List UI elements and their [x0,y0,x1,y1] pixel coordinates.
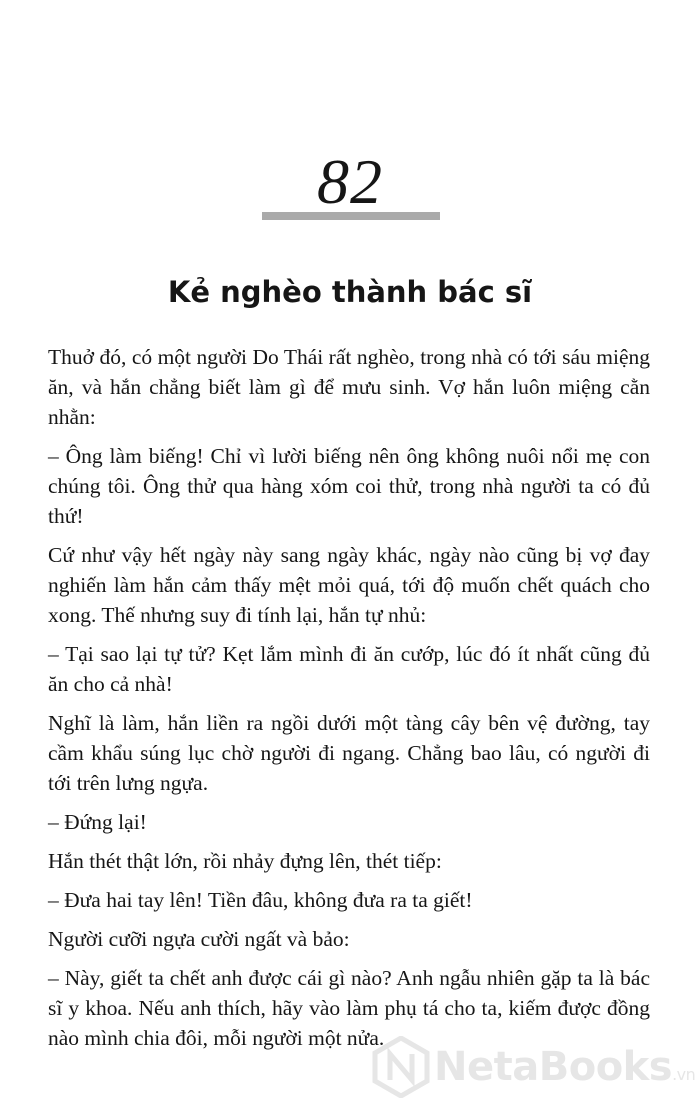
paragraph: – Ông làm biếng! Chỉ vì lười biếng nên ông không nuôi nổi mẹ con chúng tôi. Ông thử qua hàng xóm coi thử, trong nhà người ta có đủ thứ! [48,444,650,528]
paragraph: Cứ như vậy hết ngày này sang ngày khác, ngày nào cũng bị vợ đay nghiến làm hắn cảm thấy mệt mỏi quá, tới độ muốn chết quách cho xong. Thế nhưng suy đi tính lại, hắn tự nhủ: [48,543,650,627]
story-body [48,342,650,1062]
chapter-title: Kẻ nghèo thành bác sĩ [167,275,533,309]
chapter-number: 82 [317,146,383,217]
paragraph: – Đứng lại! [48,810,147,834]
paragraph: Thuở đó, có một người Do Thái rất nghèo, trong nhà có tới sáu miệng ăn, và hắn chẳng biết làm gì để mưu sinh. Vợ hắn luôn miệng cằn nhằn: [48,345,650,429]
paragraph: – Này, giết ta chết anh được cái gì nào? Anh ngẫu nhiên gặp ta là bác sĩ y khoa. Nếu anh thích, hãy vào làm phụ tá cho ta, kiếm được đồng nào mình chia đôi, mỗi người một nửa. [48,966,650,1050]
netabooks-logo-icon [370,1036,432,1098]
watermark-brand-suffix: .vn [672,1065,696,1084]
paragraph: Người cưỡi ngựa cười ngất và bảo: [48,927,350,951]
paragraph: – Đưa hai tay lên! Tiền đâu, không đưa ra ta giết! [48,888,473,912]
watermark-brand [434,1044,695,1090]
paragraph: Nghĩ là làm, hắn liền ra ngồi dưới một tàng cây bên vệ đường, tay cầm khẩu súng lục chờ người đi ngang. Chẳng bao lâu, có người đi tới trên lưng ngựa. [48,711,650,795]
paragraph: Hắn thét thật lớn, rồi nhảy đựng lên, thét tiếp: [48,849,442,873]
watermark-brand-name: NetaBooks [434,1044,673,1090]
chapter-divider [262,212,440,220]
paragraph: – Tại sao lại tự tử? Kẹt lắm mình đi ăn cướp, lúc đó ít nhất cũng đủ ăn cho cả nhà! [48,642,650,696]
watermark [370,1030,700,1119]
